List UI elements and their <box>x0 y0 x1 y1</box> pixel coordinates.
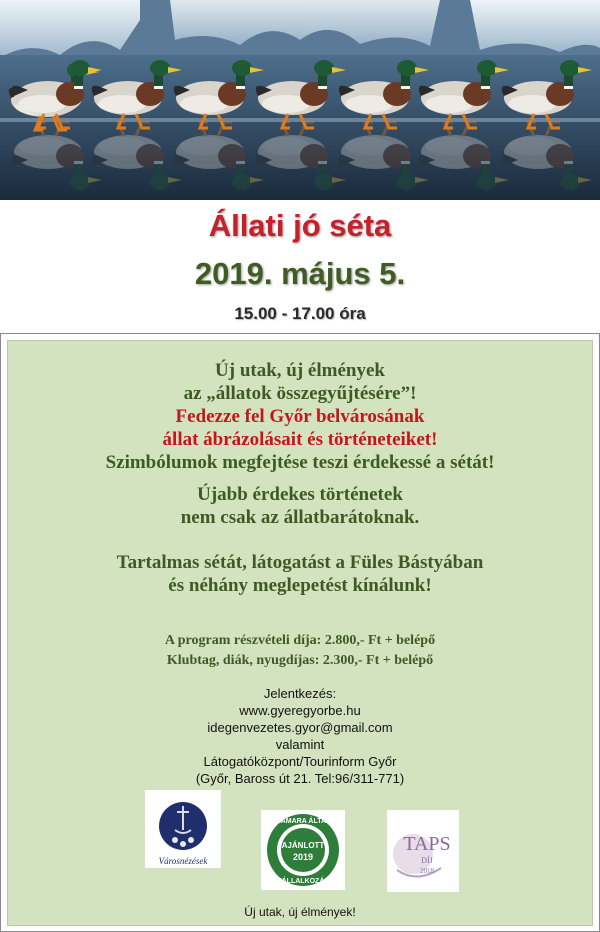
varosnezesek-logo <box>145 790 221 868</box>
intro-line-4: állat ábrázolásait és történeteiket! <box>162 429 438 450</box>
offer-block <box>8 551 592 597</box>
intro-line-5: Szimbólumok megfejtése teszi érdekessé a sétát! <box>105 452 495 473</box>
stories-block <box>8 483 592 529</box>
price-line-1: A program részvételi díja: 2.800,- Ft + belépő <box>164 633 436 648</box>
kamara-mid-text: AJÁNLOTT <box>281 841 325 850</box>
taps-year-text: 2018 <box>420 867 434 875</box>
price-line-2: Klubtag, diák, nyugdíjas: 2.300,- Ft + belépő <box>166 653 434 668</box>
contact-email[interactable]: idegenvezetes.gyor@gmail.com <box>207 720 393 735</box>
info-frame <box>0 333 600 932</box>
contact-website[interactable]: www.gyeregyorbe.hu <box>239 703 361 718</box>
event-title: Állati jó séta <box>208 208 392 243</box>
offer-line-2: és néhány meglepetést kínálunk! <box>168 575 432 596</box>
event-time: 15.00 - 17.00 óra <box>234 304 366 323</box>
taps-dij-text: DÍJ <box>421 856 433 865</box>
info-panel <box>7 340 593 926</box>
prices-block <box>8 631 592 671</box>
contact-office: Látogatóközpont/Tourinform Győr <box>203 754 397 769</box>
contact-block <box>8 685 592 787</box>
contact-alt: valamint <box>275 737 325 752</box>
hero-photo-ducks <box>0 0 600 200</box>
stories-line-2: nem csak az állatbarátoknak. <box>180 507 420 528</box>
event-date: 2019. május 5. <box>194 256 406 291</box>
kamara-bottom-text: VÁLLALKOZÁS <box>276 878 330 885</box>
offer-line-1: Tartalmas sétát, látogatást a Füles Bástyában <box>116 552 484 573</box>
kamara-logo <box>261 810 345 890</box>
taps-logo <box>387 810 459 892</box>
varosnezesek-text: Városnézések <box>158 856 208 866</box>
intro-line-2: az „állatok összegyűjtésére”! <box>183 383 417 404</box>
intro-block <box>8 359 592 474</box>
contact-heading: Jelentkezés: <box>263 686 337 701</box>
intro-line-1: Új utak, új élmények <box>215 360 385 381</box>
taps-text: TAPS <box>403 833 451 855</box>
intro-line-3: Fedezze fel Győr belvárosának <box>175 406 425 427</box>
contact-address: (Győr, Baross út 21. Tel:96/311-771) <box>195 771 405 786</box>
kamara-year-text: 2019 <box>292 852 314 862</box>
stories-line-1: Újabb érdekes történetek <box>197 484 403 505</box>
kamara-top-text: KAMARA ÁLTAL <box>275 818 331 825</box>
footer-slogan: Új utak, új élmények! <box>244 905 356 919</box>
